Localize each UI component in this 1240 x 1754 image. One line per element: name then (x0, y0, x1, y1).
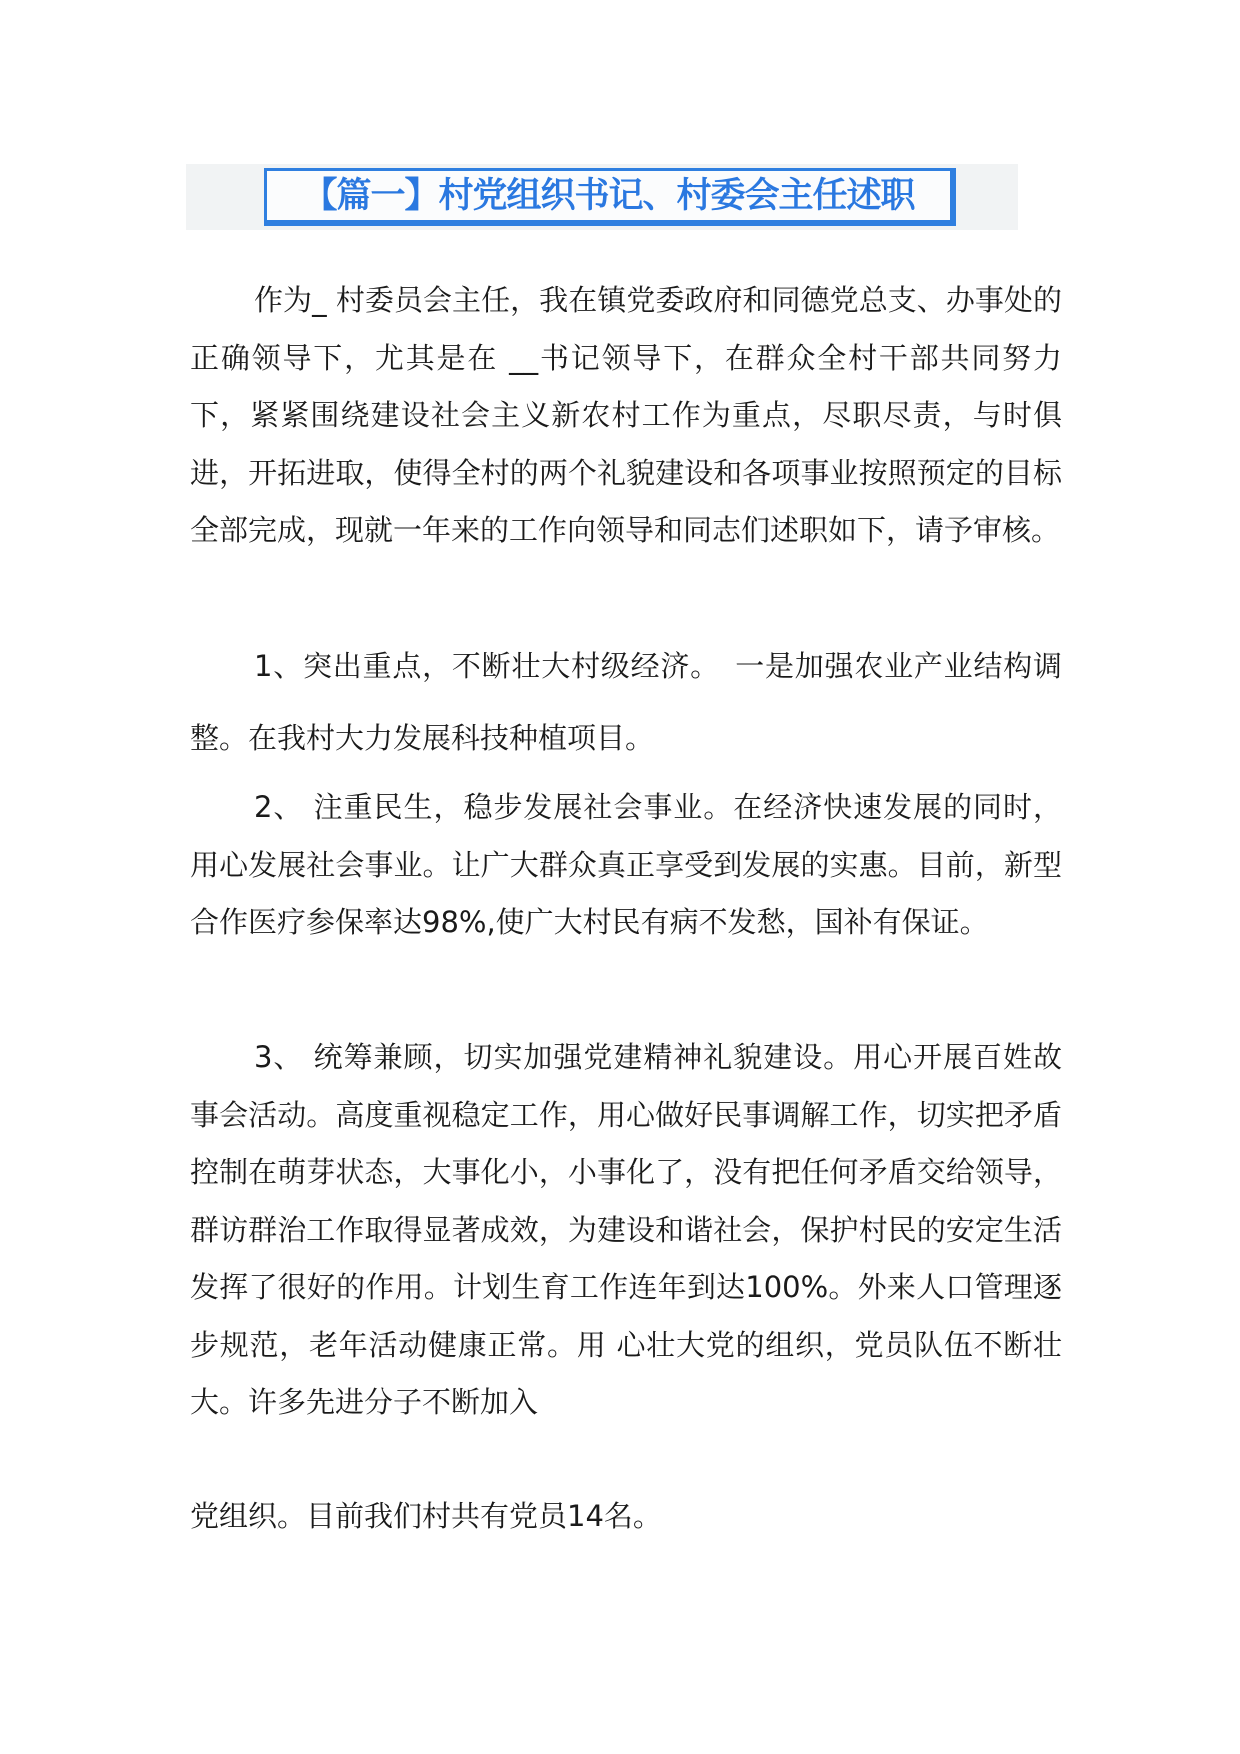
paragraph-intro: 作为_ 村委员会主任，我在镇党委政府和同德党总支、办事处的正确领导下，尤其是在 __书记领导下，在群众全村干部共同努力下，紧紧围绕建设社会主义新农村工作为重点，尽职尽责，与时俱进，开拓进取，使得全村的两个礼貌建设和各项事业按照预定的目标全部完成，现就一年来的工作向领导和同志们述职如下，请予审核。 (190, 283, 1062, 547)
paragraph-item-2: 2、 注重民生，稳步发展社会事业。在经济快速发展的同时，用心发展社会事业。让广大群众真正享受到发展的实惠。目前，新型合作医疗参保率达98%,使广大村民有病不发愁，国补有保证。 (190, 790, 1062, 939)
paragraph-continuation: 党组织。目前我们村共有党员14名。 (190, 1499, 662, 1533)
paragraph-item-3: 3、 统筹兼顾，切实加强党建精神礼貌建设。用心开展百姓故事会活动。高度重视稳定工作，用心做好民事调解工作，切实把矛盾控制在萌芽状态，大事化小，小事化了，没有把任何矛盾交给领导，群访群治工作取得显著成效，为建设和谐社会，保护村民的安定生活发挥了很好的作用。计划生育工作连年到达100%。外来人口管理逐步规范，老年活动健康正常。用 心壮大党的组织，党员队伍不断壮大。许多先进分子不断加入 (190, 1040, 1062, 1419)
document-title: 【篇一】村党组织书记、村委会主任述职 (302, 175, 915, 216)
title-box (264, 168, 956, 226)
paragraph-item-1: 1、突出重点，不断壮大村级经济。 一是加强农业产业结构调整。在我村大力发展科技种植项目。 (190, 649, 1062, 755)
